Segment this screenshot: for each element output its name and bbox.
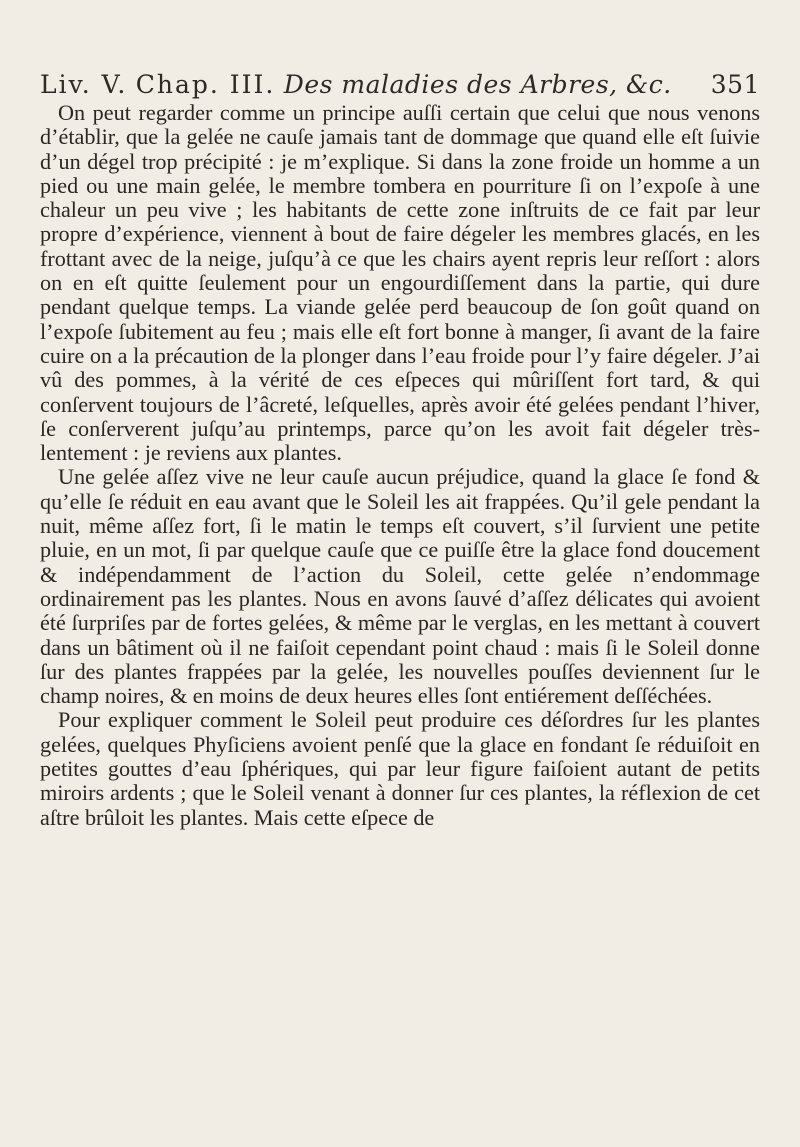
- running-head: [40, 68, 760, 102]
- book-number: Liv. V.: [40, 70, 128, 99]
- page-body: [40, 101, 760, 830]
- paragraph-2: Une gelée aſſez vive ne leur cauſe aucun préjudice, quand la glace ſe fond & qu’elle ſe réduit en eau avant que le Soleil les ait frappées. Qu’il gele pendant la nuit, même aſſez fort, ſi le matin le temps eſt couvert, s’il ſurvient une petite pluie, en un mot, ſi par quelque cauſe que ce puiſſe être la glace fond doucement & indépendamment de l’action du Soleil, cette gelée n’endommage ordinairement pas les plantes. Nous en avons ſauvé d’aſſez délicates qui avoient été ſurpriſes par de fortes gelées, & même par le verglas, en les mettant à couvert dans un bâtiment où il ne faiſoit cependant point chaud : mais ſi le Soleil donne ſur des plantes frappées par la gelée, les nouvelles pouſſes deviennent ſur le champ noires, & en moins de deux heures elles ſont entiérement deſſéchées.: [40, 464, 760, 709]
- page-number: 351: [710, 70, 760, 99]
- chapter-title: Des maladies des Arbres, &c.: [283, 70, 672, 99]
- paragraph-1: On peut regarder comme un principe auſſi certain que celui que nous venons d’établir, que la gelée ne cauſe jamais tant de dommage que quand elle eſt ſuivie d’un dégel trop précipité : je m’explique. Si dans la zone froide un homme a un pied ou une main gelée, le membre tombera en pourriture ſi on l’expoſe à une chaleur un peu vive ; les habitants de cette zone inſtruits de ce fait par leur propre d’expérience, viennent à bout de faire dégeler les membres glacés, en les frottant avec de la neige, juſqu’à ce que les chairs ayent repris leur reſſort : alors on en eſt quitte ſeulement pour un engourdiſſement dans la partie, qui dure pendant quelque temps. La viande gelée perd beaucoup de ſon goût quand on l’expoſe ſubitement au feu ; mais elle eſt fort bonne à manger, ſi avant de la faire cuire on a la précaution de la plonger dans l’eau froide pour l’y faire dégeler. J’ai vû des pommes, à la vérité de ces eſpeces qui mûriſſent fort tard, & qui conſervent toujours de l’âcreté, leſquelles, après avoir été gelées pendant l’hiver, ſe conſerverent juſqu’au printemps, parce qu’on les avoit fait dégeler très-lentement : je reviens aux plantes.: [40, 100, 760, 466]
- paragraph-3: Pour expliquer comment le Soleil peut produire ces déſordres ſur les plantes gelées, quelques Phyſiciens avoient penſé que la glace en fondant ſe réduiſoit en petites gouttes d’eau ſphériques, qui par leur figure faiſoient autant de petits miroirs ardents ; que le Soleil venant à donner ſur ces plantes, la réflexion de cet aſtre brûloit les plantes. Mais cette eſpece de: [40, 707, 760, 830]
- chapter-number: Chap. III.: [135, 70, 276, 99]
